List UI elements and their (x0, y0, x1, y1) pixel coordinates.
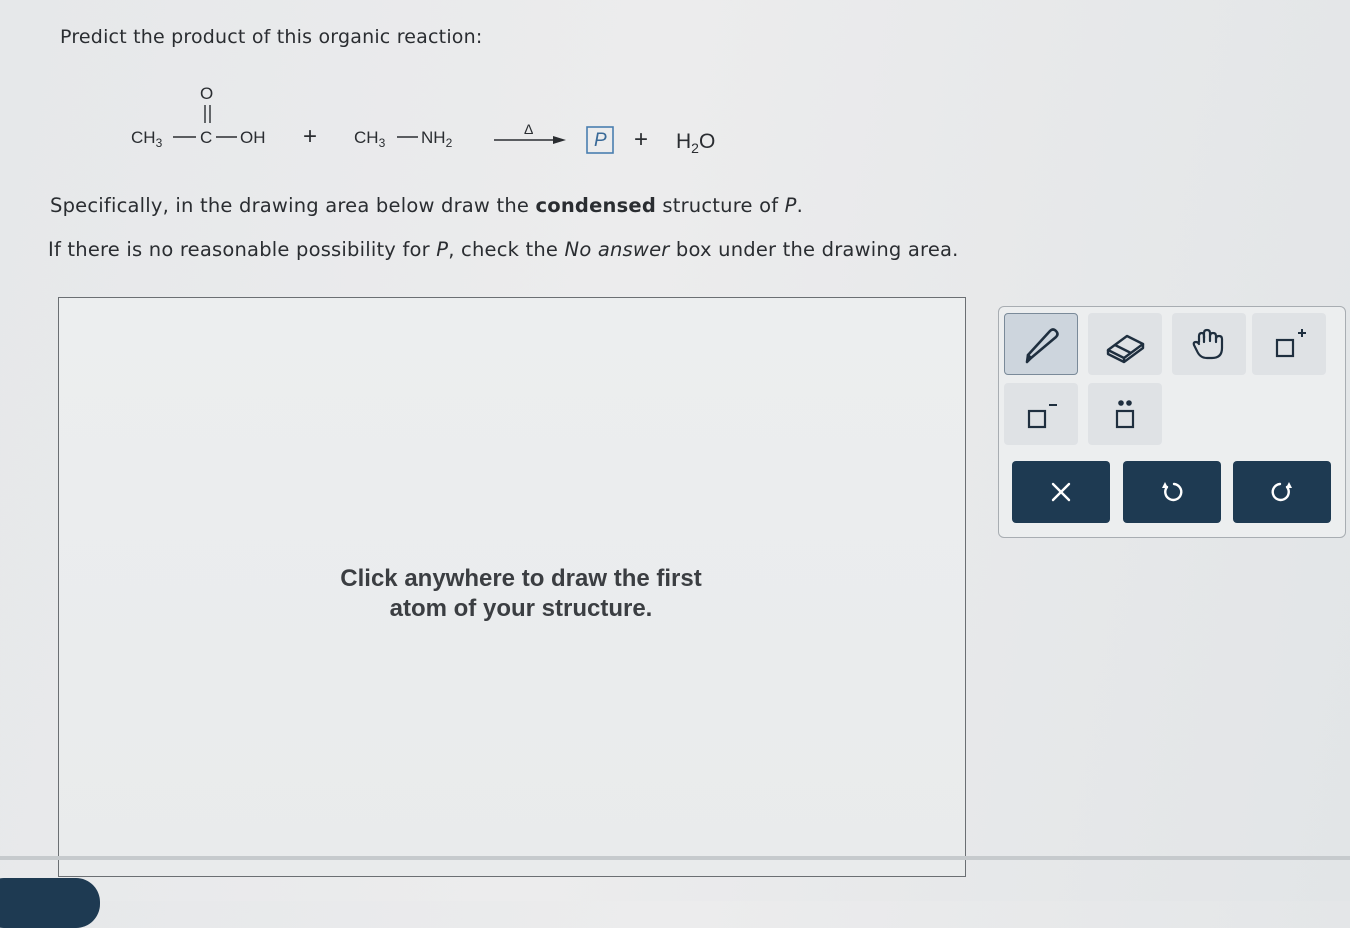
add-charge-minus-icon (1021, 394, 1061, 434)
page-divider (0, 856, 1350, 860)
acid-hydroxyl-group: OH (240, 128, 266, 147)
amine-methyl-group: $CH_3$ (354, 128, 386, 150)
clear-x-icon (1048, 479, 1074, 505)
drawing-hint: Click anywhere to draw the first atom of your structure. (340, 565, 702, 622)
amine-group: $NH_2$ (421, 128, 453, 150)
instruction-line-2: If there is no reasonable possibility for P, check the No answer box under the drawing area. (48, 238, 959, 261)
lone-pair-icon (1105, 394, 1145, 434)
pencil-tool-button[interactable] (1004, 313, 1078, 375)
acid-methyl-group: $CH_3$ (131, 128, 163, 150)
acid-carbonyl-carbon: C (200, 128, 213, 147)
reaction-arrow-head (553, 136, 566, 144)
eraser-icon (1103, 322, 1147, 366)
lone-pair-button[interactable] (1088, 383, 1162, 445)
hand-icon (1189, 324, 1229, 364)
water-formula: $H_2O$ (676, 130, 716, 156)
drawing-toolbar (998, 306, 1346, 538)
add-charge-plus-icon (1269, 324, 1309, 364)
redo-icon (1269, 479, 1295, 505)
drawing-canvas[interactable] (58, 297, 966, 877)
eraser-tool-button[interactable] (1088, 313, 1162, 375)
hand-tool-button[interactable] (1172, 313, 1246, 375)
acid-carbonyl-oxygen: O (200, 84, 214, 103)
add-negative-charge-button[interactable] (1004, 383, 1078, 445)
redo-button[interactable] (1233, 461, 1331, 523)
product-p-label: P (594, 130, 607, 151)
reaction-equation (120, 76, 760, 176)
add-positive-charge-button[interactable] (1252, 313, 1326, 375)
instruction-line-1: Specifically, in the drawing area below draw the condensed structure of P. (50, 194, 804, 217)
heat-condition: Δ (524, 121, 534, 137)
question-prompt: Predict the product of this organic reaction: (60, 26, 483, 48)
plus-sign-2: + (634, 126, 649, 153)
undo-icon (1159, 479, 1185, 505)
pencil-icon (1019, 322, 1063, 366)
undo-button[interactable] (1123, 461, 1221, 523)
check-button[interactable] (0, 878, 100, 928)
plus-sign-1: + (303, 123, 318, 150)
clear-button[interactable] (1012, 461, 1110, 523)
